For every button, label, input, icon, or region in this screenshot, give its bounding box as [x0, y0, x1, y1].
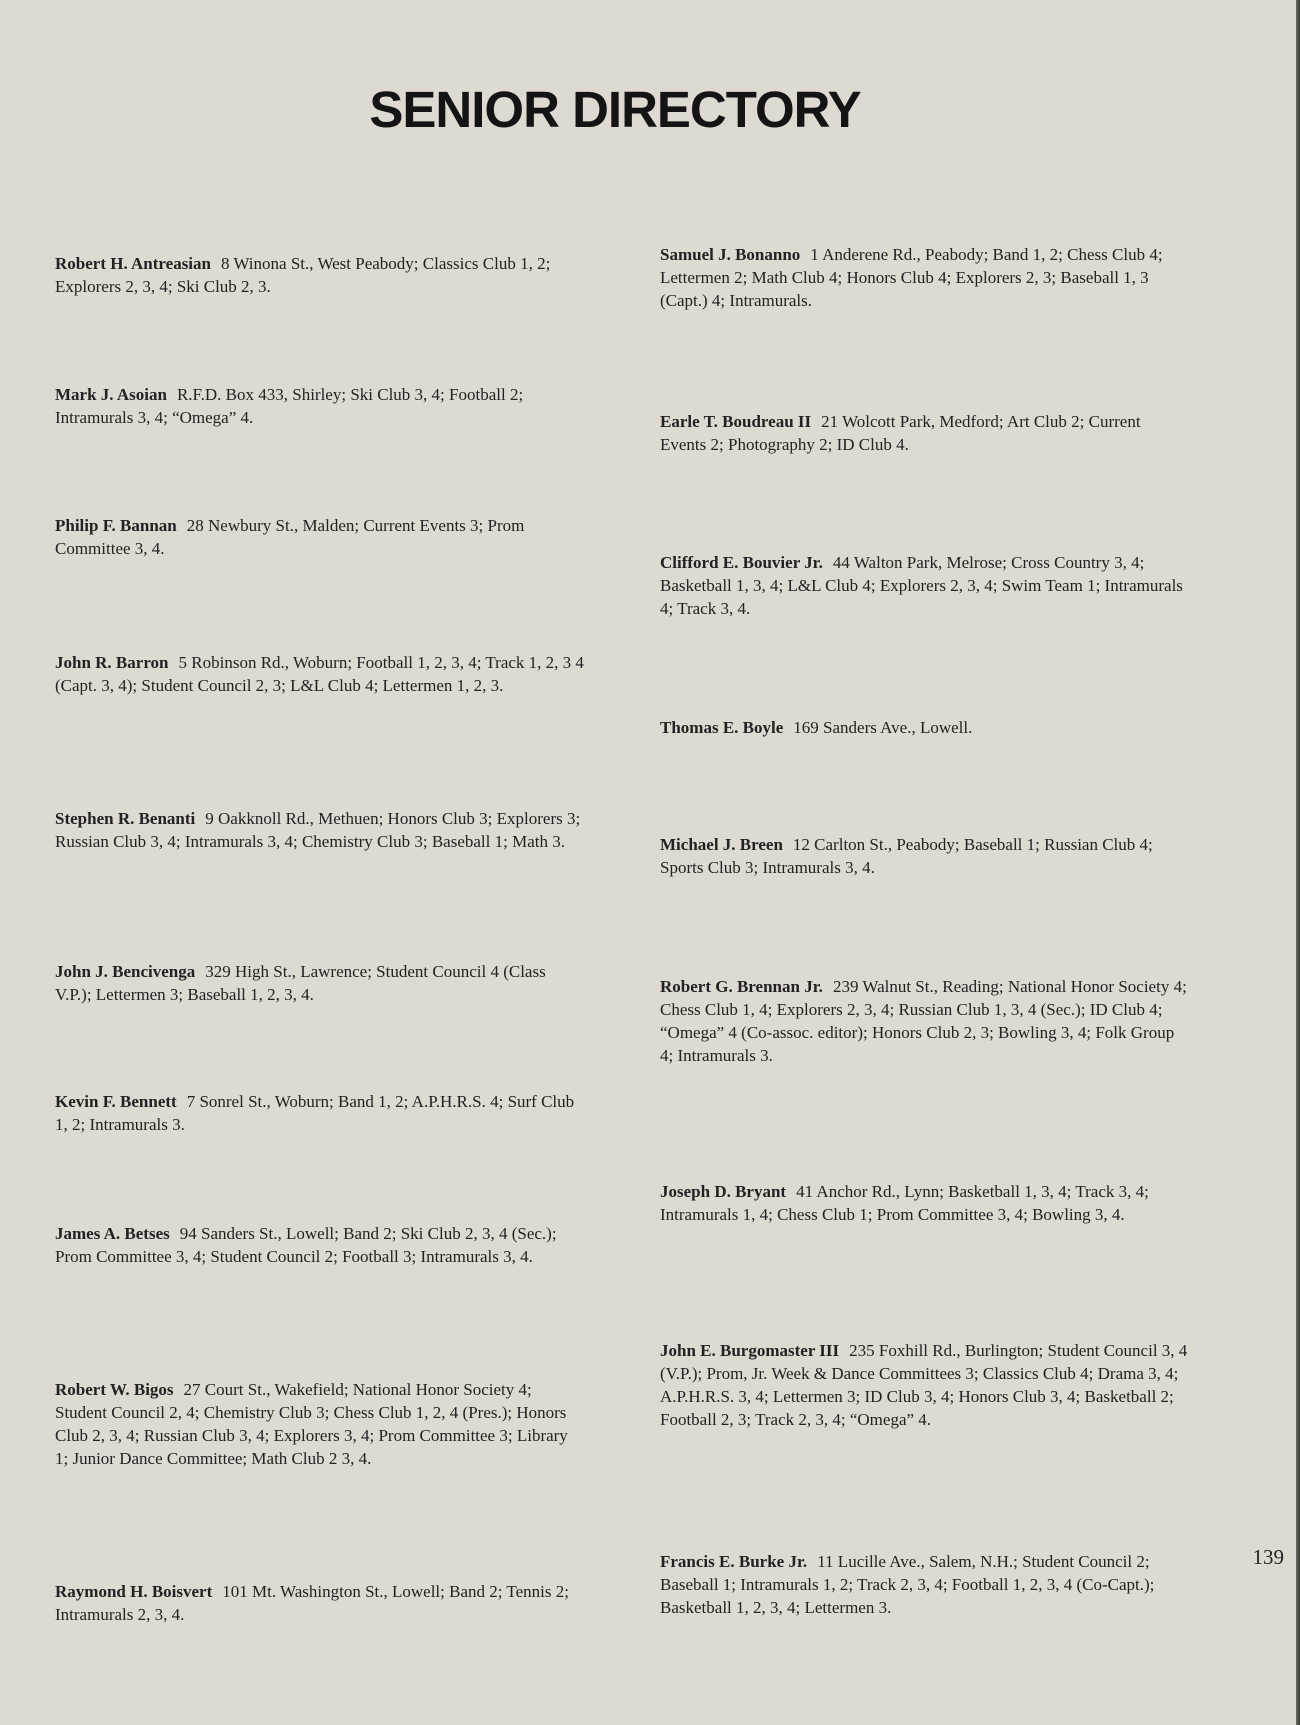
senior-details: 101 Mt. Washington St., Lowell; Band 2; Tennis 2; Intramurals 2, 3, 4. — [55, 1582, 569, 1624]
senior-name: John E. Burgomaster III — [660, 1341, 840, 1360]
senior-details: 9 Oakknoll Rd., Methuen; Honors Club 3; Explorers 3; Russian Club 3, 4; Intramurals 3, 4; Chemistry Club 3; Baseball 1; Math 3. — [55, 809, 581, 851]
senior-details: 44 Walton Park, Melrose; Cross Country 3, 4; Basketball 1, 3, 4; L&L Club 4; Explorers 2, 3, 4; Swim Team 1; Intramurals 4; Track 3, 4. — [660, 553, 1183, 618]
senior-name: Joseph D. Bryant — [660, 1182, 787, 1201]
senior-details: 12 Carlton St., Peabody; Baseball 1; Russian Club 4; Sports Club 3; Intramurals 3, 4. — [660, 835, 1153, 877]
senior-name: Earle T. Boudreau II — [660, 412, 812, 431]
senior-details: 94 Sanders St., Lowell; Band 2; Ski Club 2, 3, 4 (Sec.); Prom Committee 3, 4; Student Council 2; Football 3; Intramurals 3, 4. — [55, 1224, 557, 1266]
senior-name: Raymond H. Boisvert — [55, 1582, 213, 1601]
directory-entry — [660, 716, 1190, 739]
senior-details: 11 Lucille Ave., Salem, N.H.; Student Council 2; Baseball 1; Intramurals 1, 2; Track 2, 3, 4; Football 1, 2, 3, 4 (Co-Capt.); Basketball 1, 2, 3, 4; Lettermen 3. — [660, 1552, 1155, 1617]
senior-name: Robert H. Antreasian — [55, 254, 211, 273]
directory-entry — [55, 1378, 585, 1470]
senior-details: 7 Sonrel St., Woburn; Band 1, 2; A.P.H.R.S. 4; Surf Club 1, 2; Intramurals 3. — [55, 1092, 575, 1134]
directory-entry — [660, 1550, 1190, 1619]
senior-name: Michael J. Breen — [660, 835, 783, 854]
directory-entry — [660, 833, 1190, 879]
senior-name: Kevin F. Bennett — [55, 1092, 177, 1111]
directory-entry — [55, 960, 585, 1006]
senior-details: R.F.D. Box 433, Shirley; Ski Club 3, 4; Football 2; Intramurals 3, 4; “Omega” 4. — [55, 385, 524, 427]
directory-entry — [660, 243, 1190, 312]
senior-name: Thomas E. Boyle — [660, 718, 784, 737]
directory-entry — [55, 1580, 585, 1626]
directory-entry — [55, 252, 585, 298]
senior-details: 8 Winona St., West Peabody; Classics Club 1, 2; Explorers 2, 3, 4; Ski Club 2, 3. — [55, 254, 551, 296]
senior-details: 169 Sanders Ave., Lowell. — [793, 718, 973, 737]
directory-entry — [660, 1339, 1190, 1431]
senior-name: Mark J. Asoian — [55, 385, 167, 404]
senior-name: Samuel J. Bonanno — [660, 245, 801, 264]
directory-entry — [55, 651, 585, 697]
directory-entry — [55, 1222, 585, 1268]
page-number: 139 — [1252, 1545, 1284, 1569]
directory-entry — [55, 383, 585, 429]
senior-name: John R. Barron — [55, 653, 169, 672]
senior-details: 28 Newbury St., Malden; Current Events 3; Prom Committee 3, 4. — [55, 516, 525, 558]
page-binding-edge — [1296, 0, 1300, 1725]
senior-name: James A. Betses — [55, 1224, 170, 1243]
senior-details: 1 Anderene Rd., Peabody; Band 1, 2; Chess Club 4; Lettermen 2; Math Club 4; Honors Club 4; Explorers 2, 3; Baseball 1, 3 (Capt.) 4; Intramurals. — [660, 245, 1163, 310]
senior-name: Robert G. Brennan Jr. — [660, 977, 823, 996]
senior-details: 329 High St., Lawrence; Student Council 4 (Class V.P.); Lettermen 3; Baseball 1, 2, 3, 4. — [55, 962, 546, 1004]
senior-details: 41 Anchor Rd., Lynn; Basketball 1, 3, 4; Track 3, 4; Intramurals 1, 4; Chess Club 1; Prom Committee 3, 4; Bowling 3, 4. — [660, 1182, 1149, 1224]
directory-entry — [55, 514, 585, 560]
directory-entry — [55, 1090, 585, 1136]
senior-name: Robert W. Bigos — [55, 1380, 174, 1399]
senior-name: Clifford E. Bouvier Jr. — [660, 553, 823, 572]
directory-entry — [660, 1180, 1190, 1226]
directory-entry — [660, 410, 1190, 456]
directory-entry — [660, 551, 1190, 620]
senior-name: Philip F. Bannan — [55, 516, 177, 535]
page-title: SENIOR DIRECTORY — [369, 81, 861, 138]
senior-name: Francis E. Burke Jr. — [660, 1552, 808, 1571]
senior-details: 21 Wolcott Park, Medford; Art Club 2; Current Events 2; Photography 2; ID Club 4. — [660, 412, 1141, 454]
senior-name: John J. Bencivenga — [55, 962, 196, 981]
directory-entry — [660, 975, 1190, 1067]
senior-details: 5 Robinson Rd., Woburn; Football 1, 2, 3, 4; Track 1, 2, 3 4 (Capt. 3, 4); Student Council 2, 3; L&L Club 4; Lettermen 1, 2, 3. — [55, 653, 584, 695]
senior-name: Stephen R. Benanti — [55, 809, 196, 828]
senior-details: 27 Court St., Wakefield; National Honor Society 4; Student Council 2, 4; Chemistry Club 3; Chess Club 1, 2, 4 (Pres.); Honors Club 2, 3, 4; Russian Club 3, 4; Explorers 3, 4; Prom Committee 3; Library 1; Junior Dance Committee; Math Club 2 3, 4. — [55, 1380, 568, 1468]
senior-details: 239 Walnut St., Reading; National Honor Society 4; Chess Club 1, 4; Explorers 2, 3, 4; Russian Club 1, 3, 4 (Sec.); ID Club 4; “Omega” 4 (Co-assoc. editor); Honors Club 2, 3; Bowling 3, 4; Folk Group 4; Intramurals 3. — [660, 977, 1187, 1065]
directory-entry — [55, 807, 585, 853]
senior-details: 235 Foxhill Rd., Burlington; Student Council 3, 4 (V.P.); Prom, Jr. Week & Dance Committees 3; Classics Club 4; Drama 3, 4; A.P.H.R.S. 3, 4; Lettermen 3; ID Club 3, 4; Honors Club 3, 4; Basketball 2; Football 2, 3; Track 2, 3, 4; “Omega” 4. — [660, 1341, 1188, 1429]
